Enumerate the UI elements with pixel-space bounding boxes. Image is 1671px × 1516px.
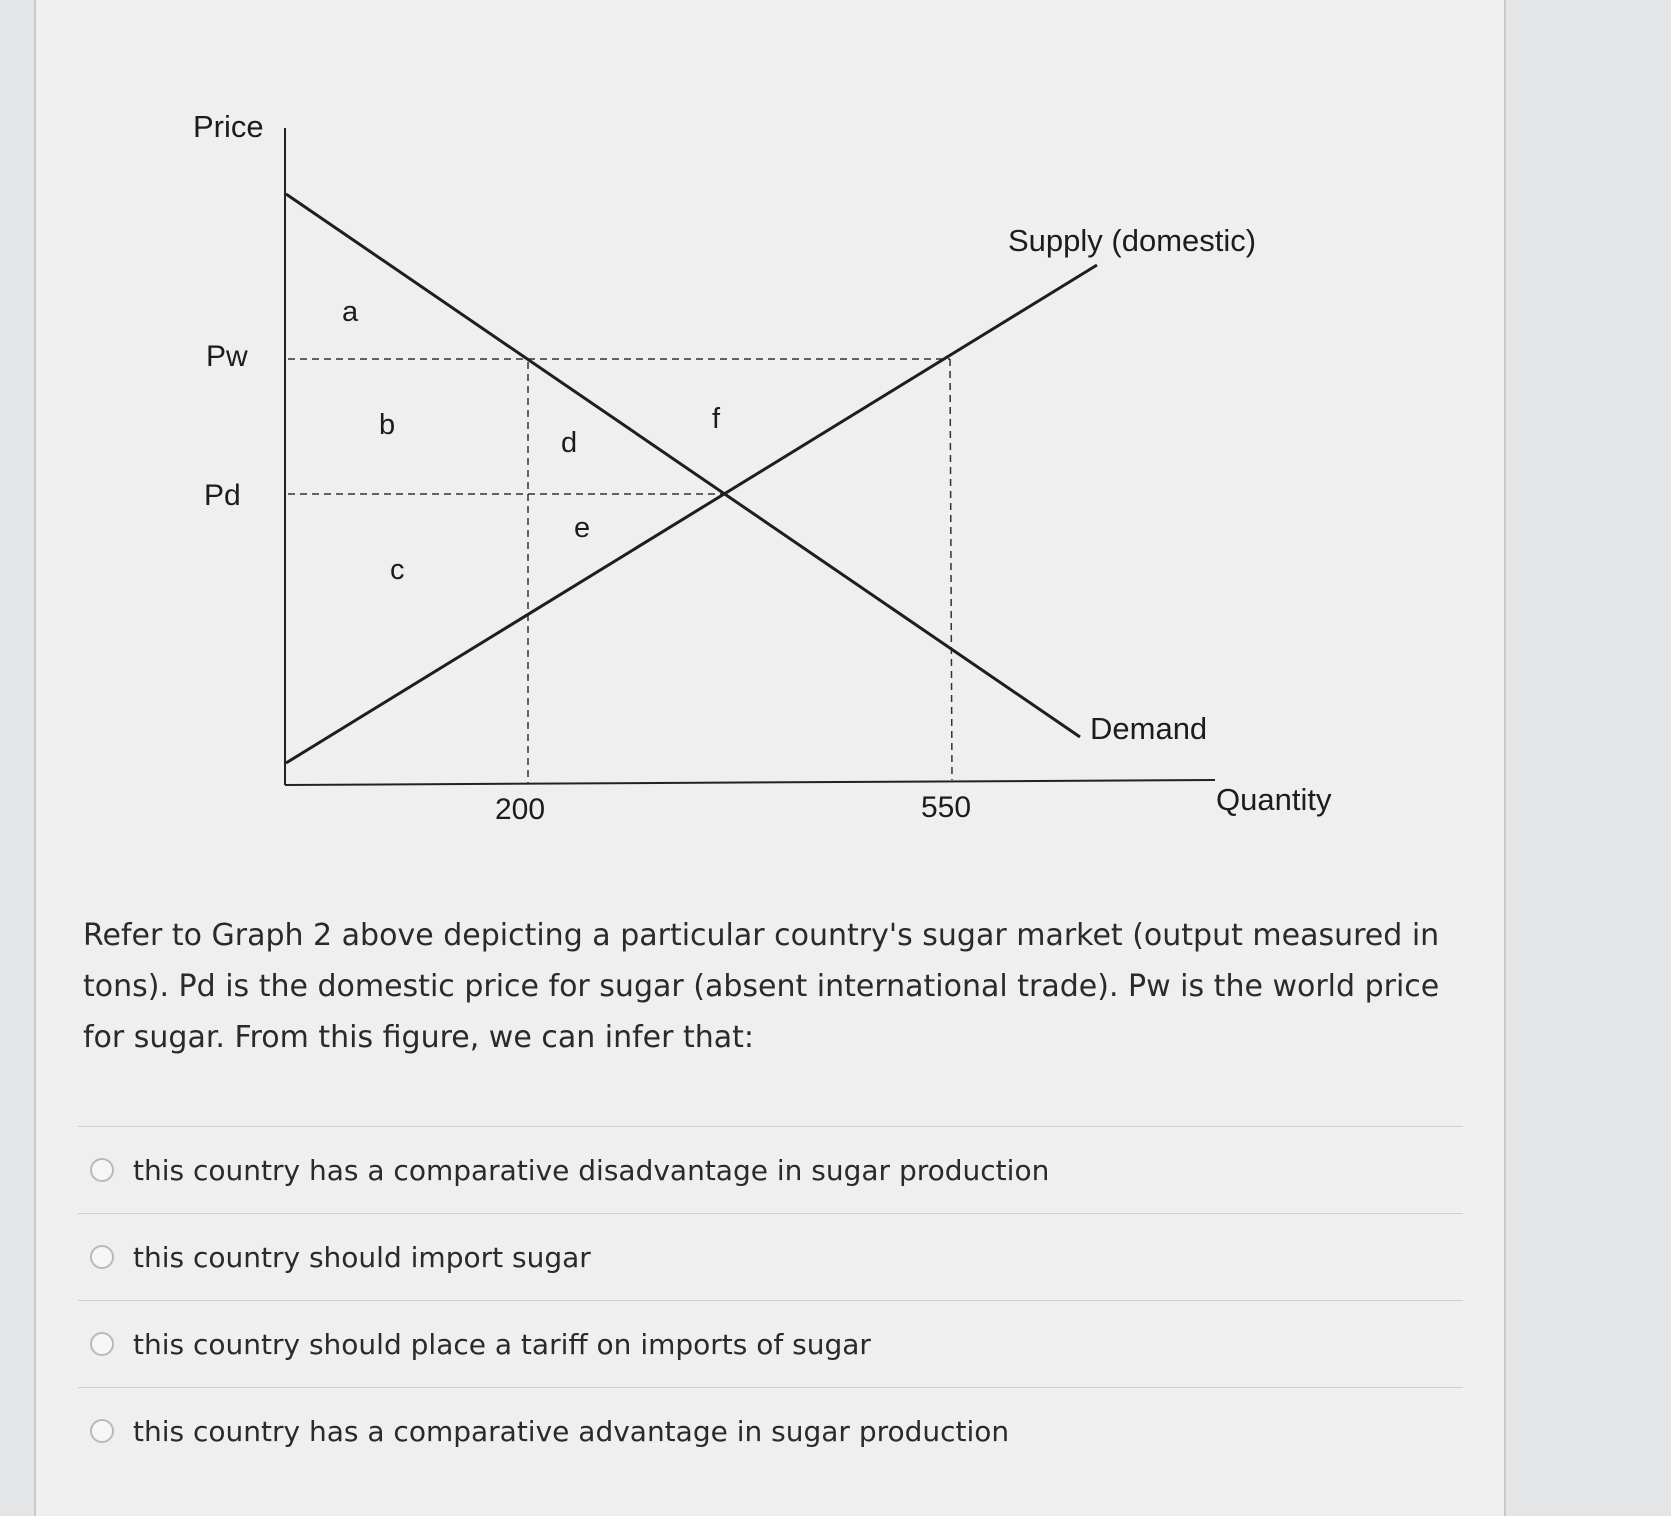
x-axis	[285, 780, 1215, 785]
option-comparative-advantage[interactable]	[78, 1387, 1463, 1474]
pd-label: Pd	[204, 479, 241, 512]
option-tariff-on-imports[interactable]	[78, 1300, 1463, 1387]
option-comparative-disadvantage[interactable]	[78, 1126, 1463, 1213]
option-label: this country should import sugar	[133, 1240, 591, 1274]
area-label-d: d	[561, 427, 578, 459]
area-label-b: b	[379, 409, 396, 441]
q550-guide-line	[950, 359, 952, 780]
option-import-sugar[interactable]	[78, 1213, 1463, 1300]
option-label: this country has a comparative advantage in sugar production	[133, 1414, 1010, 1448]
quantity-axis-label: Quantity	[1216, 782, 1332, 817]
area-label-e: e	[574, 512, 591, 544]
option-label: this country has a comparative disadvantage in sugar production	[133, 1153, 1050, 1187]
question-text: Refer to Graph 2 above depicting a particular country's sugar market (output measured in tons). Pd is the domestic price for sugar (absent international trade). Pw is the world price for sugar. From this figure, we can infer that:	[83, 918, 1440, 1055]
pw-label: Pw	[206, 340, 248, 373]
demand-label: Demand	[1090, 711, 1208, 746]
answer-options	[78, 1126, 1463, 1474]
radio-button[interactable]	[90, 1332, 114, 1356]
demand-curve	[286, 194, 1080, 737]
area-label-c: c	[390, 554, 405, 586]
area-label-f: f	[712, 403, 721, 435]
radio-button[interactable]	[90, 1419, 114, 1443]
supply-label: Supply (domestic)	[1008, 223, 1257, 258]
x-tick-200: 200	[495, 793, 546, 826]
option-label: this country should place a tariff on imports of sugar	[133, 1327, 871, 1361]
area-label-a: a	[342, 296, 359, 328]
radio-button[interactable]	[90, 1245, 114, 1269]
price-axis-label: Price	[193, 109, 264, 144]
supply-curve	[286, 265, 1097, 763]
radio-button[interactable]	[90, 1158, 114, 1182]
x-tick-550: 550	[921, 791, 972, 824]
